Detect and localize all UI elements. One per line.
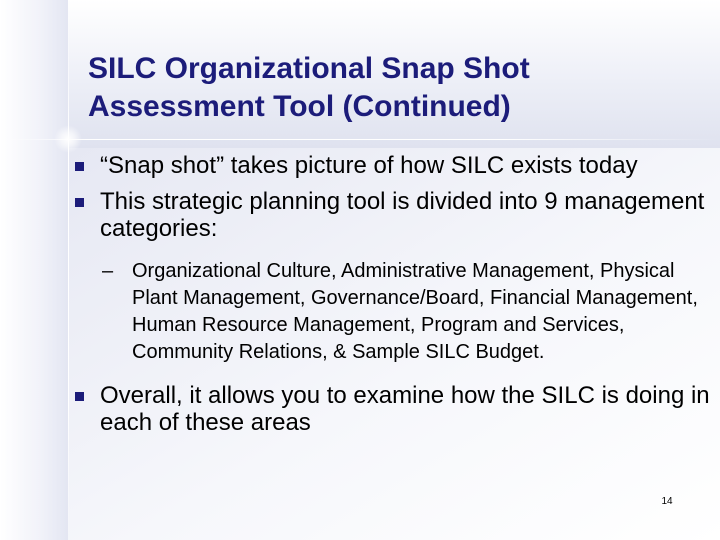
bullet-item: [72, 382, 712, 436]
bullet-item: [72, 188, 712, 242]
sub-bullet-item: [102, 258, 712, 366]
square-bullet-icon: [75, 392, 84, 401]
bullet-text: Overall, it allows you to examine how the SILC is doing in each of these areas: [100, 382, 710, 436]
slide-title-line-2: Assessment Tool (Continued): [88, 90, 511, 123]
dash-bullet-icon: –: [102, 260, 114, 282]
slide-title: [88, 50, 698, 126]
square-bullet-icon: [75, 162, 84, 171]
vertical-accent-line: [68, 0, 69, 540]
page-number: 14: [661, 496, 673, 507]
sub-bullet-text: Organizational Culture, Administrative Management, Physical Plant Management, Governance/Board, Financial Management, Human Resource Management, Program and Services, Community Relations, & Sample SILC Budget.: [132, 260, 698, 363]
square-bullet-icon: [75, 198, 84, 207]
line-intersection-glow: [54, 125, 82, 153]
slide-title-line-1: SILC Organizational Snap Shot: [88, 52, 530, 85]
left-background-band: [0, 0, 68, 540]
bullet-text: “Snap shot” takes picture of how SILC exists today: [100, 152, 638, 179]
bullet-item: [72, 152, 712, 179]
bullet-list: [72, 152, 712, 436]
horizontal-accent-line: [0, 139, 720, 140]
bullet-text: This strategic planning tool is divided into 9 management categories:: [100, 188, 705, 242]
